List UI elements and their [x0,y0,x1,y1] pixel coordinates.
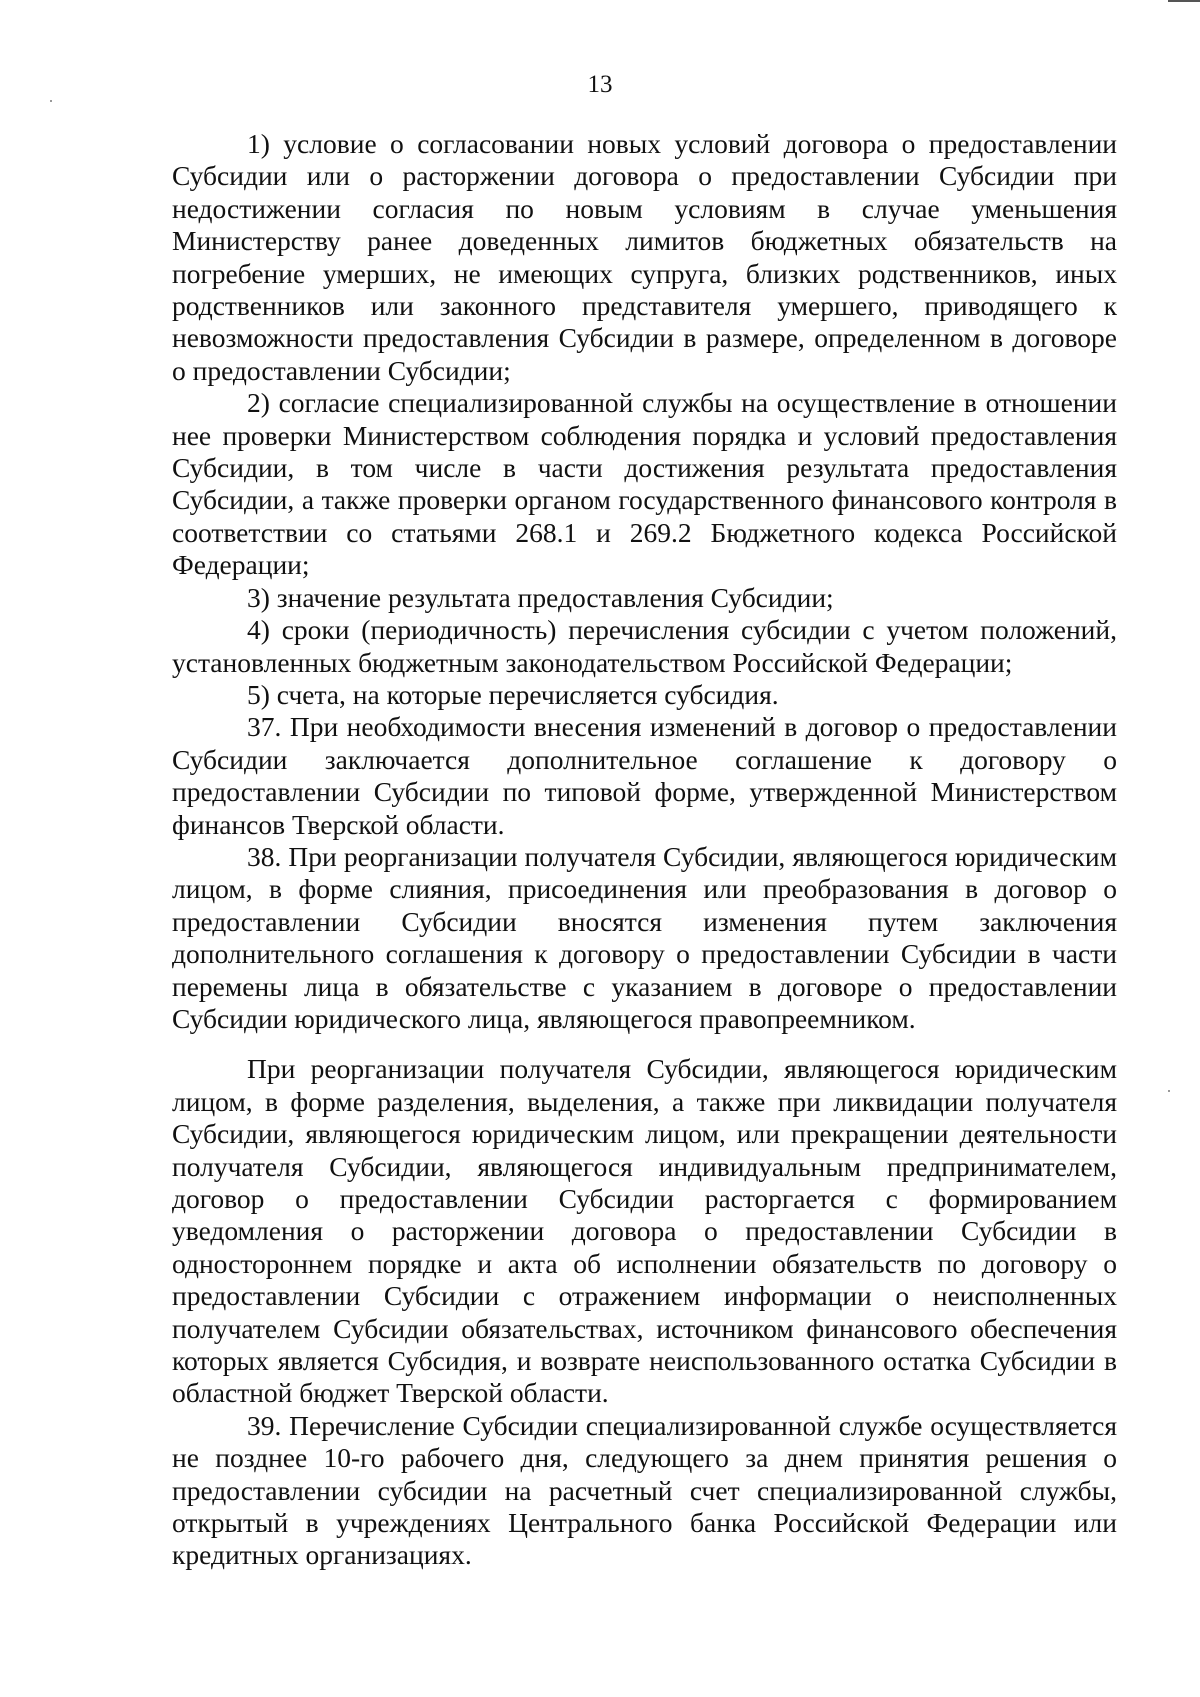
paragraph-item-5: 5) счета, на которые перечисляется субсидия. [247,678,779,710]
paragraph-item-1: 1) условие о согласовании новых условий договора о предоставлении Субсидии или о расторжении договора о предоставлении Субсидии при недостижении согласия по новым условиям в случае уменьшения Министерству ранее доведенных лимитов бюджетных обязательств на погребение умерших, не имеющих супруга, близких родственников, иных родственников или законного представителя умершего, приводящего к невозможности предоставления Субсидии в размере, определенном в договоре о предоставлении Субсидии; [172,128,1117,386]
paragraph-clause-37: 37. При необходимости внесения изменений в договор о предоставлении Субсидии заключается дополнительное соглашение к договору о предоставлении Субсидии по типовой форме, утвержденной Министерством финансов Тверской области. [172,711,1117,840]
scan-artifact-dot [1168,1090,1170,1092]
paragraph-item-3: 3) значение результата предоставления Субсидии; [247,581,834,613]
paragraph-item-2: 2) согласие специализированной службы на осуществление в отношении нее проверки Министерством соблюдения порядка и условий предоставления Субсидии, в том числе в части достижения результата предоставления Субсидии, а также проверки органом государственного финансового контроля в соответствии со статьями 268.1 и 269.2 Бюджетного кодекса Российской Федерации; [172,387,1117,581]
scan-artifact-dot [50,100,52,102]
document-body [172,128,1117,1572]
paragraph-clause-38: 38. При реорганизации получателя Субсидии, являющегося юридическим лицом, в форме слияния, присоединения или преобразования в договор о предоставлении Субсидии вносятся изменения путем заключения дополнительного соглашения к договору о предоставлении Субсидии в части перемены лица в обязательстве с указанием в договоре о предоставлении Субсидии юридического лица, являющегося правопреемником. [172,840,1117,1034]
page-number: 13 [587,71,613,98]
paragraph-clause-39: 39. Перечисление Субсидии специализированной службе осуществляется не позднее 10-го рабочего дня, следующего за днем принятия решения о предоставлении субсидии на расчетный счет специализированной службы, открытый в учреждениях Центрального банка Российской Федерации или кредитных организациях. [172,1409,1117,1571]
paragraph-item-4: 4) сроки (периодичность) перечисления субсидии с учетом положений, установленных бюджетным законодательством Российской Федерации; [172,614,1117,678]
paragraph-clause-38-continued: При реорганизации получателя Субсидии, являющегося юридическим лицом, в форме разделения, выделения, а также при ликвидации получателя Субсидии, являющегося юридическим лицом, или прекращении деятельности получателя Субсидии, являющегося индивидуальным предпринимателем, договор о предоставлении Субсидии расторгается с формированием уведомления о расторжении договора о предоставлении Субсидии в одностороннем порядке и акта об исполнении обязательств по договору о предоставлении Субсидии с отражением информации о неисполненных получателем Субсидии обязательствах, источником финансового обеспечения которых является Субсидия, и возврате неиспользованного остатка Субсидии в областной бюджет Тверской области. [172,1053,1117,1409]
scan-artifact-mark [1168,0,1200,2]
